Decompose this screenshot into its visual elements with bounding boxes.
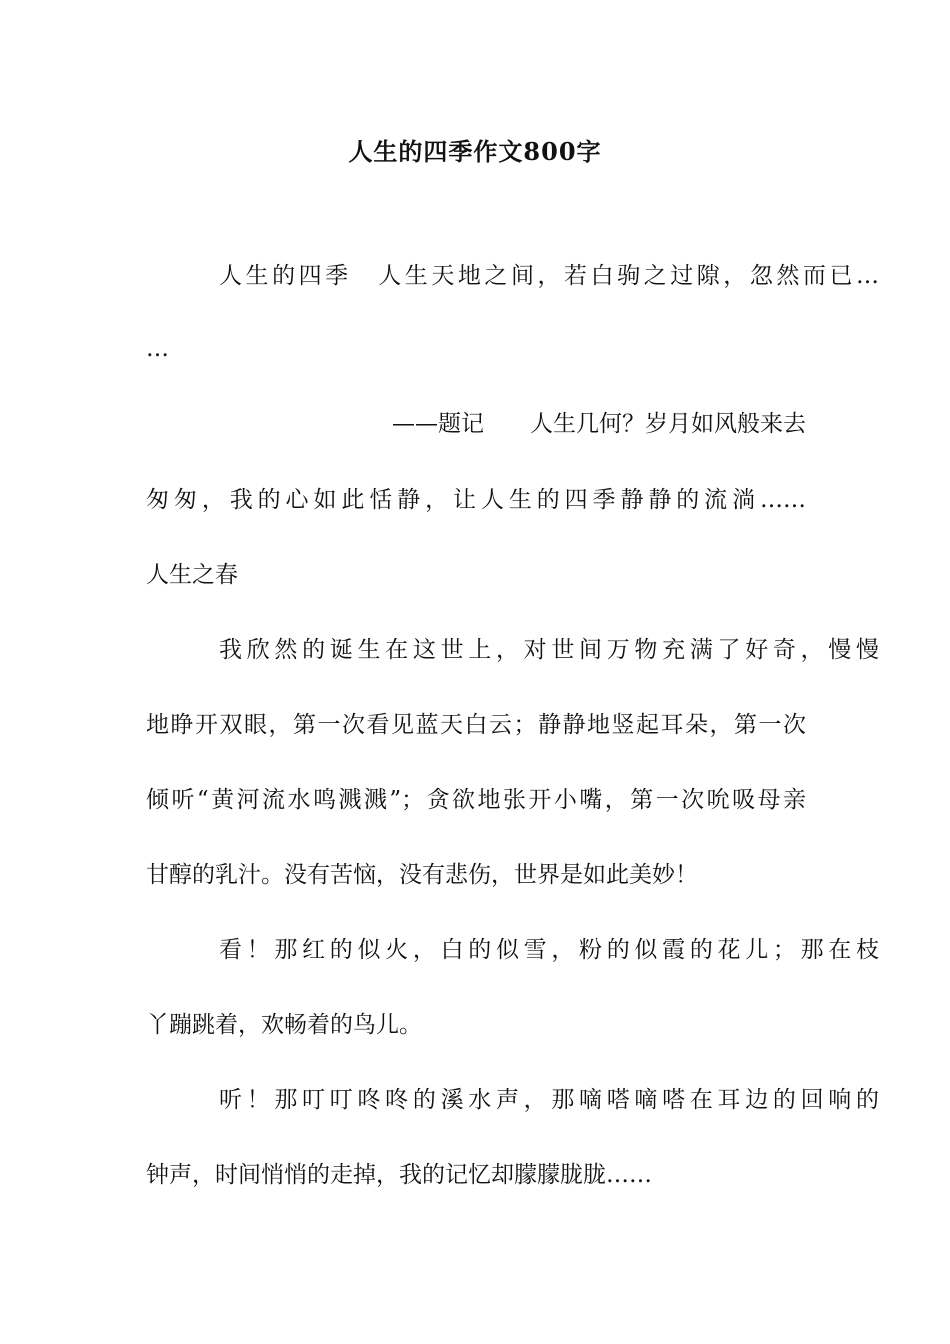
page-title: 人生的四季作文800字 xyxy=(348,137,602,166)
paragraph-line-4: 匆匆，我的心如此恬静，让人生的四季静静的流淌…… xyxy=(146,487,806,513)
paragraph-line-1: 人生的四季 人生天地之间，若白驹之过隙，忽然而已… xyxy=(219,263,879,289)
paragraph-line-11: 丫蹦跳着，欢畅着的鸟儿。 xyxy=(146,1012,422,1038)
paragraph-line-9: 甘醇的乳汁。没有苦恼，没有悲伤，世界是如此美妙！ xyxy=(146,862,698,888)
paragraph-line-8: 倾听“黄河流水鸣溅溅”；贪欲地张开小嘴，第一次吮吸母亲 xyxy=(146,787,806,813)
paragraph-line-13: 钟声，时间悄悄的走掉，我的记忆却朦朦胧胧…… xyxy=(146,1162,652,1188)
paragraph-line-6: 我欣然的诞生在这世上，对世间万物充满了好奇，慢慢 xyxy=(219,637,879,663)
paragraph-line-12: 听！那叮叮咚咚的溪水声，那嘀嗒嘀嗒在耳边的回响的 xyxy=(219,1087,879,1113)
paragraph-line-10: 看！那红的似火，白的似雪，粉的似霞的花儿；那在枝 xyxy=(219,937,879,963)
section-heading-spring: 人生之春 xyxy=(146,562,238,588)
paragraph-line-7: 地睁开双眼，第一次看见蓝天白云；静静地竖起耳朵，第一次 xyxy=(146,712,806,738)
paragraph-line-2: … xyxy=(146,336,169,362)
paragraph-line-3: ——题记 人生几何？岁月如风般来去 xyxy=(392,411,806,437)
